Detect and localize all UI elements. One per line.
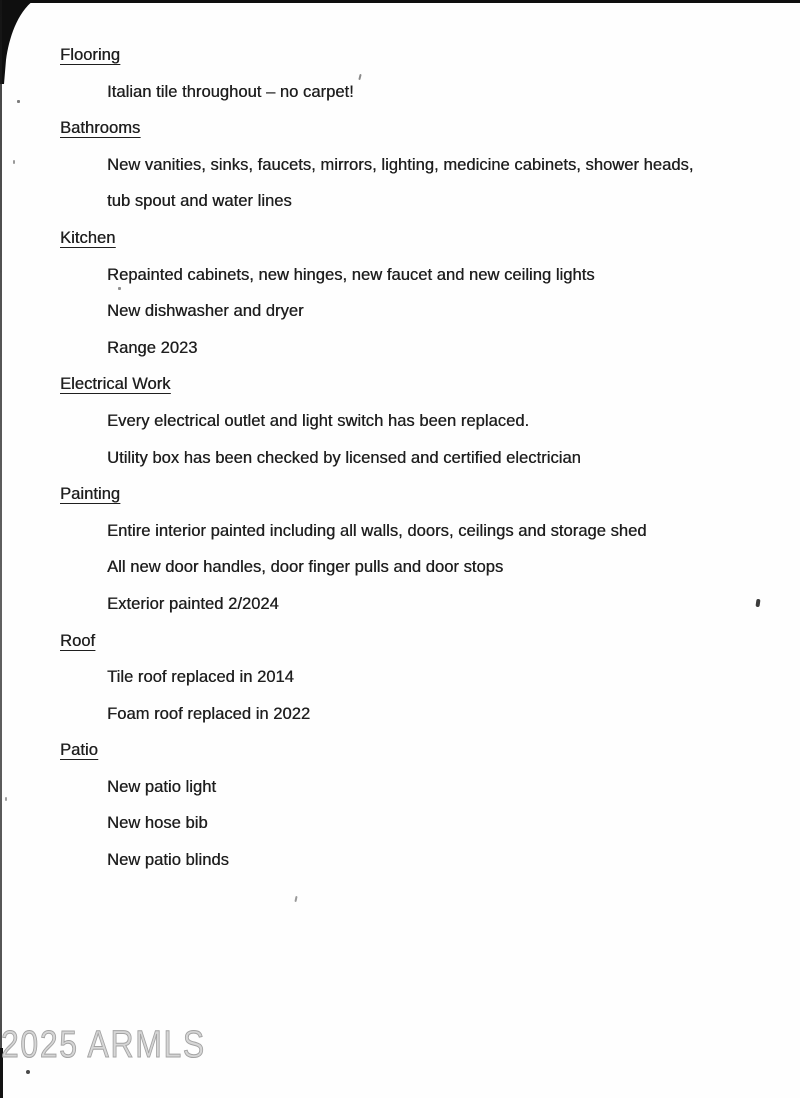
scan-speck — [13, 160, 15, 164]
section-heading: Electrical Work — [60, 375, 171, 394]
section-heading: Patio — [60, 741, 98, 760]
list-item: Utility box has been checked by licensed and certified electrician — [107, 448, 581, 467]
scan-speck — [17, 100, 20, 103]
list-item: Every electrical outlet and light switch has been replaced. — [107, 411, 530, 430]
list-item: New dishwasher and dryer — [107, 302, 304, 321]
scan-artifact-top-edge — [0, 0, 800, 3]
list-item: All new door handles, door finger pulls and door stops — [107, 558, 504, 577]
list-item: Foam roof replaced in 2022 — [107, 704, 311, 723]
list-item: New hose bib — [107, 814, 208, 833]
section-heading: Kitchen — [60, 228, 116, 247]
list-item: Entire interior painted including all walls, doors, ceilings and storage shed — [107, 521, 647, 540]
improvements-list — [60, 37, 780, 879]
list-item: Repainted cabinets, new hinges, new faucet and new ceiling lights — [107, 265, 595, 284]
scan-artifact-corner-wedge — [0, 0, 42, 84]
list-item: New patio light — [107, 777, 216, 796]
scan-speck — [5, 797, 7, 801]
section-heading: Painting — [60, 485, 121, 504]
section-heading: Bathrooms — [60, 119, 141, 138]
scan-speck — [26, 1070, 30, 1074]
section-painting — [60, 476, 780, 622]
list-item: Tile roof replaced in 2014 — [107, 668, 294, 687]
list-item: Italian tile throughout – no carpet! — [107, 82, 354, 101]
list-item: New vanities, sinks, faucets, mirrors, lighting, medicine cabinets, shower heads, — [107, 155, 694, 174]
armls-watermark: 2025 ARMLS — [1, 1024, 206, 1066]
section-patio — [60, 732, 780, 878]
section-heading: Flooring — [60, 46, 121, 64]
section-heading: Roof — [60, 631, 96, 650]
section-flooring — [60, 37, 780, 110]
scan-speck — [294, 896, 297, 902]
list-item: tub spout and water lines — [107, 192, 292, 211]
list-item: Exterior painted 2/2024 — [107, 594, 279, 613]
scan-artifact-left-edge — [0, 0, 2, 1098]
section-roof — [60, 623, 780, 733]
list-item: Range 2023 — [107, 338, 198, 357]
section-electrical-work — [60, 366, 780, 476]
section-kitchen — [60, 220, 780, 366]
section-bathrooms — [60, 110, 780, 220]
list-item: New patio blinds — [107, 851, 229, 870]
